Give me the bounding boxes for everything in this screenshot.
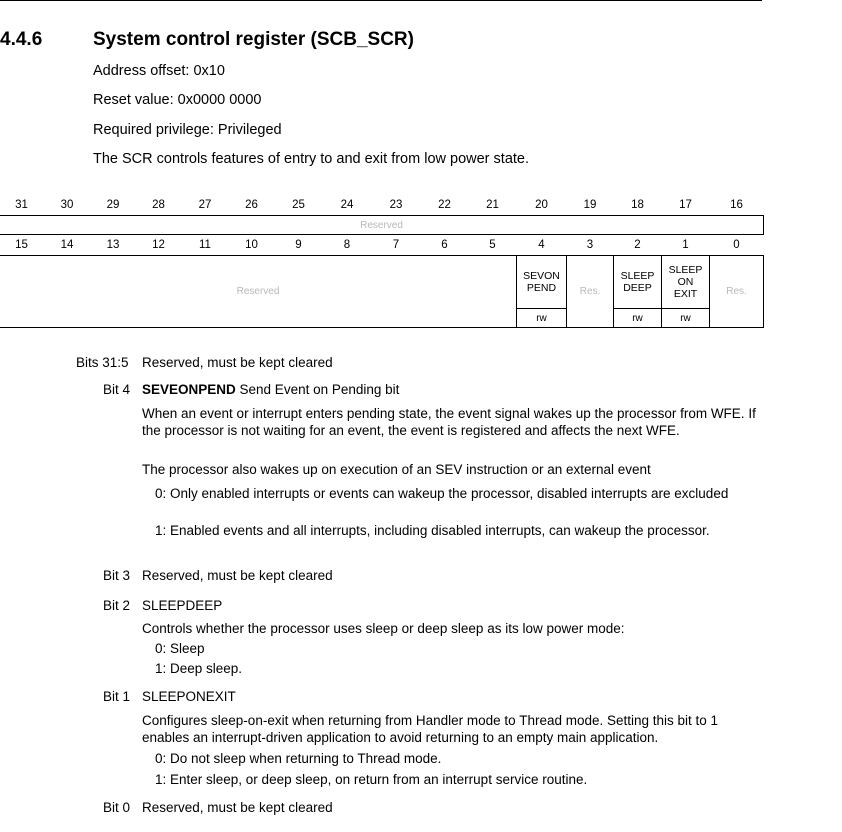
address-offset: Address offset: 0x10 bbox=[93, 63, 225, 79]
field-label: PEND bbox=[526, 282, 557, 294]
bit0-text: Reserved, must be kept cleared bbox=[142, 800, 333, 815]
bit-number: 9 bbox=[295, 239, 302, 251]
bit1-description: Configures sleep-on-exit when returning from Handler mode to Thread mode. Setting this bit to 1 enables an interrupt-driven application to avoid returning to an empty main application. bbox=[142, 713, 719, 745]
bit-number: 28 bbox=[152, 199, 165, 211]
field-reserved-bit0: Res. bbox=[710, 256, 764, 328]
bit-number: 16 bbox=[730, 199, 743, 211]
bit-number: 15 bbox=[15, 239, 28, 251]
bit3-label: Bit 3 bbox=[103, 568, 131, 583]
bit-number: 31 bbox=[15, 199, 28, 211]
bit-number: 26 bbox=[245, 199, 258, 211]
bit1-value-1: 1: Enter sleep, or deep sleep, on return from an interrupt service routine. bbox=[155, 772, 588, 787]
bit4-value-0: 0: Only enabled interrupts or events can wakeup the processor, disabled interrupts are excluded bbox=[155, 486, 729, 501]
bits-31-5-label: Bits 31:5 bbox=[76, 355, 129, 370]
bit-number: 30 bbox=[60, 199, 74, 211]
field-sevonpend bbox=[517, 256, 567, 309]
bit1-value-0: 0: Do not sleep when returning to Thread mode. bbox=[155, 751, 442, 766]
bit2-value-0: 0: Sleep bbox=[155, 641, 205, 656]
bit-number: 17 bbox=[679, 199, 692, 211]
bit1-name: SLEEPONEXIT bbox=[142, 689, 236, 704]
lower-bit-numbers bbox=[0, 235, 764, 256]
bit4-value-1: 1: Enabled events and all interrupts, including disabled interrupts, can wakeup the processor. bbox=[155, 523, 710, 538]
bit1-label: Bit 1 bbox=[103, 689, 131, 704]
bit-number: 14 bbox=[60, 239, 74, 251]
bit2-value-1: 1: Deep sleep. bbox=[155, 661, 243, 676]
register-intro: The SCR controls features of entry to and exit from low power state. bbox=[93, 151, 529, 167]
lower-reserved-field: Reserved bbox=[0, 256, 517, 328]
bit-number: 27 bbox=[198, 199, 212, 211]
upper-bit-numbers bbox=[0, 195, 764, 216]
field-sleeponexit bbox=[662, 256, 710, 309]
access-bit2: rw bbox=[614, 309, 662, 328]
bit-number: 29 bbox=[106, 199, 120, 211]
field-label: SLEEP bbox=[620, 270, 655, 282]
register-bit-table bbox=[0, 195, 764, 328]
bit-number: 18 bbox=[631, 199, 644, 211]
bit-number: 0 bbox=[733, 239, 740, 251]
bit-number: 24 bbox=[340, 199, 354, 211]
field-label: SLEEP bbox=[668, 264, 703, 276]
bit4-description-2: The processor also wakes up on execution of an SEV instruction or an external event bbox=[142, 462, 651, 477]
bit4-title: Send Event on Pending bit bbox=[235, 382, 400, 397]
access-bit4: rw bbox=[517, 309, 567, 328]
bit0-label: Bit 0 bbox=[103, 800, 131, 815]
bit-number: 11 bbox=[199, 239, 211, 251]
bit4-heading bbox=[142, 382, 399, 397]
bit4-name: SEVEONPEND bbox=[142, 382, 236, 397]
field-label: SEVON bbox=[523, 270, 560, 282]
bit-number: 2 bbox=[634, 239, 641, 251]
bit-number: 8 bbox=[343, 239, 351, 251]
section-title: System control register (SCB_SCR) bbox=[93, 29, 414, 50]
bit3-text: Reserved, must be kept cleared bbox=[142, 568, 333, 583]
field-label: EXIT bbox=[673, 288, 698, 300]
bit-number: 10 bbox=[245, 239, 258, 251]
bit2-label: Bit 2 bbox=[103, 598, 131, 613]
top-rule bbox=[0, 0, 762, 1]
bit-number: 21 bbox=[486, 199, 499, 211]
bit-number: 25 bbox=[292, 199, 305, 211]
bit-number: 22 bbox=[438, 199, 451, 211]
field-label: ON bbox=[677, 276, 694, 288]
upper-reserved-field: Reserved bbox=[0, 216, 764, 235]
reset-value: Reset value: 0x0000 0000 bbox=[93, 92, 262, 108]
bit2-description: Controls whether the processor uses sleep or deep sleep as its low power mode: bbox=[142, 621, 625, 636]
bit-number: 4 bbox=[538, 239, 545, 251]
bit4-description: When an event or interrupt enters pending state, the event signal wakes up the processor from WFE. If the processor is not waiting for an event, the event is registered and affects the next WFE. bbox=[142, 406, 756, 438]
bit2-name: SLEEPDEEP bbox=[142, 598, 223, 613]
bit-number: 20 bbox=[535, 199, 548, 211]
bit-number: 12 bbox=[152, 239, 165, 251]
access-bit1: rw bbox=[662, 309, 710, 328]
section-number: 4.4.6 bbox=[0, 29, 43, 50]
required-privilege: Required privilege: Privileged bbox=[93, 122, 282, 138]
bit-number: 13 bbox=[106, 239, 120, 251]
bit4-label: Bit 4 bbox=[103, 382, 131, 397]
bit-number: 1 bbox=[682, 239, 689, 251]
bits-31-5-text: Reserved, must be kept cleared bbox=[142, 355, 333, 370]
field-label: DEEP bbox=[623, 282, 652, 294]
bit-number: 6 bbox=[441, 239, 448, 251]
bit-number: 19 bbox=[583, 199, 597, 211]
bit-number: 5 bbox=[489, 239, 496, 251]
field-sleepdeep bbox=[614, 256, 662, 309]
bit-number: 7 bbox=[392, 239, 400, 251]
field-reserved-bit3: Res. bbox=[567, 256, 614, 328]
bit-number: 3 bbox=[586, 239, 594, 251]
bit-number: 23 bbox=[389, 199, 403, 211]
